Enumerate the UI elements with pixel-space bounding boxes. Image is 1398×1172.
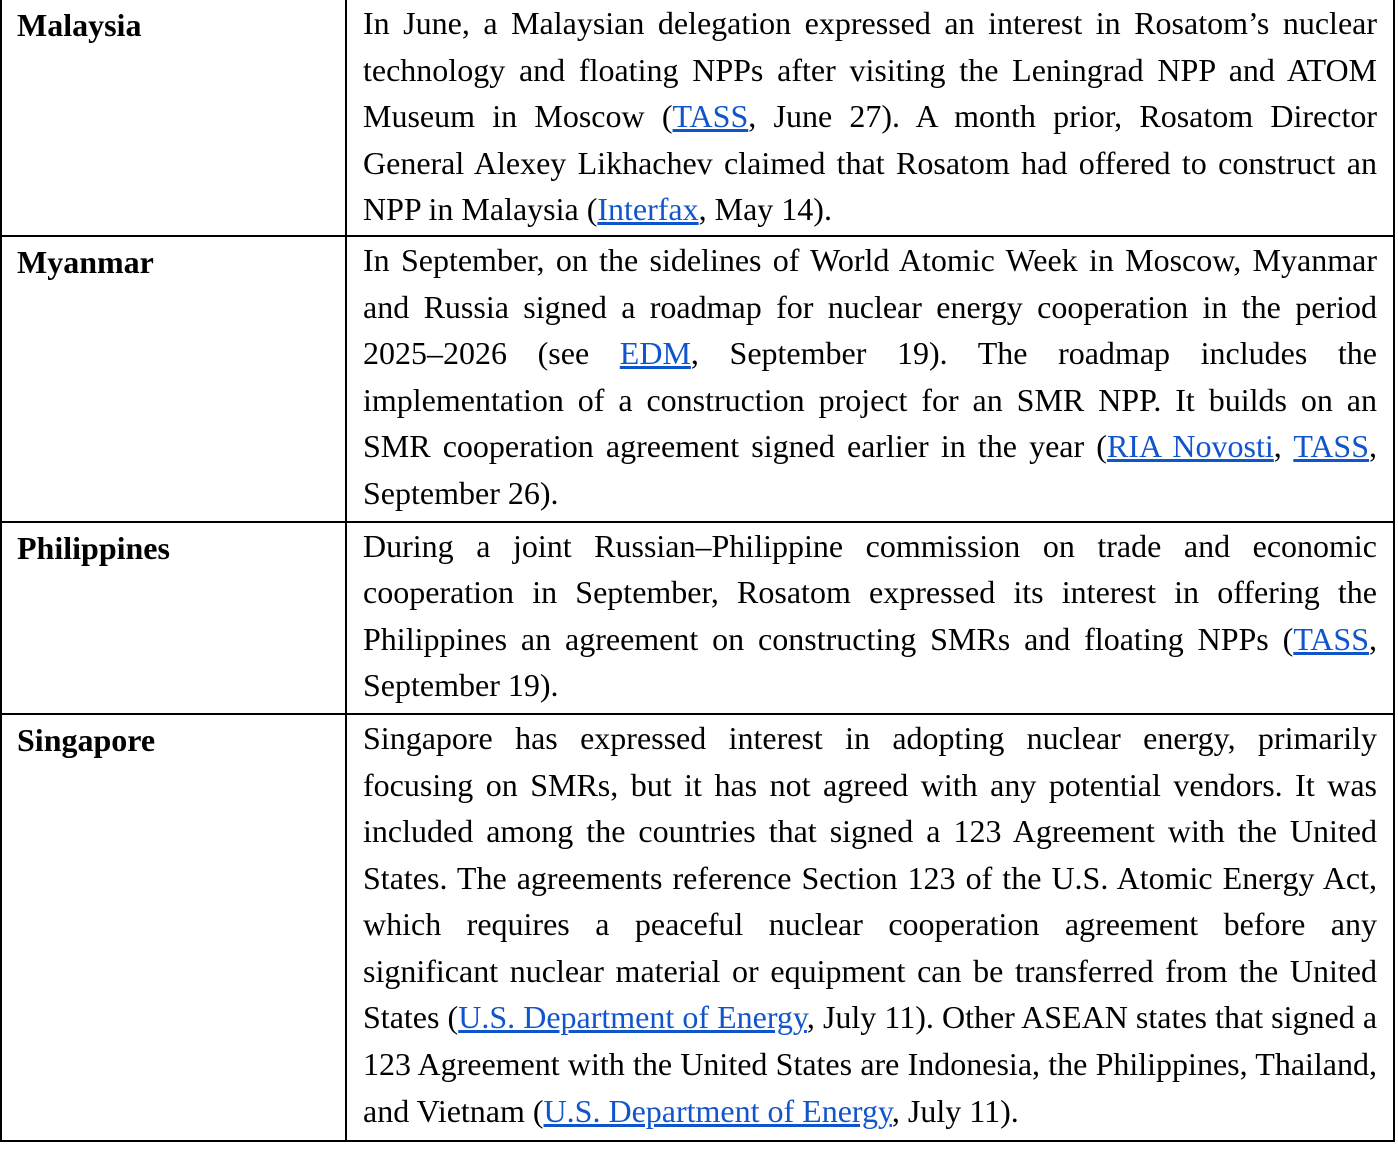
source-link-tass[interactable]: TASS [1293, 620, 1369, 657]
table-row [1, 714, 1394, 1141]
text-segment: During a joint Russian–Philippine commission on trade and economic cooperation in September, Rosatom expressed its interest in offering the Philippines an agreement on constructing SMRs and floating NPPs ( [363, 527, 1377, 657]
country-name: Malaysia [17, 7, 142, 43]
text-segment: , [1273, 428, 1294, 465]
description-cell [346, 0, 1394, 236]
description-cell [346, 236, 1394, 522]
text-segment: , September 19). The roadmap includes the implementation of a construction project for an SMR NPP. It builds on an SMR cooperation agreement signed earlier in the year ( [363, 335, 1378, 465]
text-segment: , September 26). [363, 428, 1378, 511]
country-cell [1, 0, 346, 236]
source-link-us-department-of-energy[interactable]: U.S. Department of Energy [543, 1092, 892, 1129]
description-cell [346, 714, 1394, 1141]
table-row [1, 236, 1394, 522]
description-paragraph [363, 237, 1377, 521]
text-segment: , May 14). [698, 191, 832, 228]
country-name: Myanmar [17, 243, 154, 280]
source-link-ria-novosti[interactable]: RIA Novosti [1106, 428, 1274, 465]
text-segment: Singapore has expressed interest in adopting nuclear energy, primarily focusing on SMRs, but it has not agreed with any potential vendors. It was included among the countries that signed a 123 Agreement with the United States. The agreements reference Section 123 of the U.S. Atomic Energy Act, which requires a peaceful nuclear cooperation agreement before any significant nuclear material or equipment can be transferred from the United States ( [363, 719, 1377, 1036]
text-segment: In September, on the sidelines of World Atomic Week in Moscow, Myanmar and Russia signed a roadmap for nuclear energy cooperation in the period 2025–2026 (see [363, 241, 1377, 372]
table-row [1, 522, 1394, 714]
text-segment: In June, a Malaysian delegation expressed an interest in Rosatom’s nuclear technology and floating NPPs after visiting the Leningrad NPP and ATOM Museum in Moscow ( [363, 5, 1377, 135]
description-paragraph [363, 0, 1377, 235]
table-row [1, 0, 1394, 236]
source-link-us-department-of-energy[interactable]: U.S. Department of Energy [458, 999, 807, 1036]
description-cell [346, 522, 1394, 714]
source-link-edm[interactable]: EDM [619, 335, 691, 372]
source-link-tass[interactable]: TASS [1293, 428, 1370, 465]
country-name: Singapore [17, 721, 156, 758]
source-link-interfax[interactable]: Interfax [597, 191, 699, 228]
country-name: Philippines [17, 529, 170, 566]
country-cell [1, 522, 346, 714]
text-segment: , September 19). [363, 620, 1377, 704]
country-cell [1, 236, 346, 522]
description-paragraph [363, 715, 1377, 1140]
source-link-tass[interactable]: TASS [672, 98, 749, 135]
description-paragraph [363, 523, 1377, 713]
text-segment: , June 27). A month prior, Rosatom Director General Alexey Likhachev claimed that Rosatom had offered to construct an NPP in Malaysia ( [363, 98, 1378, 228]
text-segment: , July 11). [891, 1092, 1019, 1129]
text-segment: , July 11). Other ASEAN states that signed a 123 Agreement with the United States are Indonesia, the Philippines, Thailand, and Vietnam ( [363, 999, 1378, 1129]
country-cell [1, 714, 346, 1141]
